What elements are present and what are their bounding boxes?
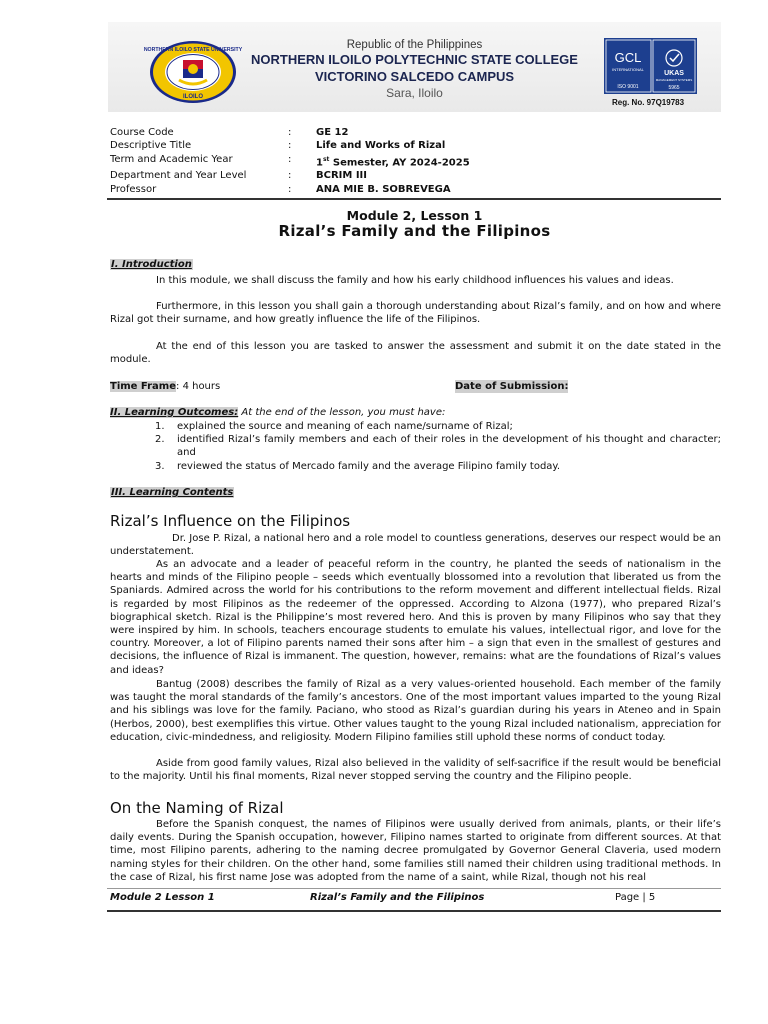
course-key: Descriptive Title xyxy=(110,140,192,152)
course-value: Life and Works of Rizal xyxy=(316,140,446,152)
seal-ring-text: NORTHERN ILOILO STATE UNIVERSITY xyxy=(143,47,243,53)
course-row: Descriptive Title : Life and Works of Rizal xyxy=(110,140,446,152)
certification-badges xyxy=(604,38,697,94)
section-heading-naming: On the Naming of Rizal xyxy=(110,799,284,817)
list-item: 2. identified Rizal’s family members and each of their roles in the development of his thought and character; and xyxy=(155,434,721,459)
intro-paragraph: At the end of this lesson you are tasked to answer the assessment and submit it on the date stated in the module. xyxy=(110,341,721,366)
header-divider xyxy=(107,198,721,200)
outcomes-intro: At the end of the lesson, you must have: xyxy=(238,407,446,418)
ukas-mgmt-text: MANAGEMENT SYSTEMS xyxy=(655,78,693,82)
time-frame-label: Time Frame xyxy=(110,381,177,392)
intro-paragraph: Furthermore, in this lesson you shall gain a thorough understanding about Rizal’s family, and on how and where Rizal got their surname, and how greatly influence the life of the Filipinos. xyxy=(110,301,721,326)
course-value: ANA MIE B. SOBREVEGA xyxy=(316,183,451,195)
college-name: NORTHERN ILOILO POLYTECHNIC STATE COLLEGE xyxy=(251,52,578,67)
iso-text: ISO 9001 xyxy=(617,84,639,90)
course-value: 1st Semester, AY 2024-2025 xyxy=(316,155,470,168)
course-key: Professor xyxy=(110,183,157,195)
ukas-text: UKAS xyxy=(664,70,684,77)
gcl-intl-text: INTERNATIONAL xyxy=(612,67,644,72)
course-row: Professor : ANA MIE B. SOBREVEGA xyxy=(110,183,451,195)
body-paragraph: Bantug (2008) describes the family of Rizal as a very values-oriented household. Each member of the family was taught the moral standards of the family’s ancestors. One of the most important values imparted to the young Rizal and his siblings was love for the family. Paciano, who stood as Rizal’s guardian during his years in Ateneo and in Spain (Herbos, 2000), best exemplifies this virtue. Other values taught to the young Rizal included nationalism, appreciation for education, civic-mindedness, and religiosity. Modern Filipino families still uphold these norms of conduct today. xyxy=(110,679,721,743)
campus-name: VICTORINO SALCEDO CAMPUS xyxy=(314,69,515,84)
course-key: Term and Academic Year xyxy=(110,153,233,165)
outcomes-heading: II. Learning Outcomes: xyxy=(110,407,239,418)
body-paragraph: Dr. Jose P. Rizal, a national hero and a role model to countless generations, deserves our respect would be an understatement. xyxy=(110,533,721,558)
campus-location: Sara, Iloilo xyxy=(386,86,443,100)
submission-label: Date of Submission: xyxy=(455,381,569,392)
time-frame-value: : 4 hours xyxy=(176,381,221,392)
footer-module: Module 2 Lesson 1 xyxy=(110,892,215,903)
footer-divider xyxy=(107,888,721,889)
course-key: Department and Year Level xyxy=(110,170,247,182)
intro-paragraph: In this module, we shall discuss the family and how his early childhood influences his values and ideas. xyxy=(156,275,674,286)
course-info xyxy=(110,126,470,196)
course-row: Term and Academic Year : 1st Semester, AY 2024-2025 xyxy=(110,153,470,168)
module-label: Module 2, Lesson 1 xyxy=(346,208,483,223)
body-paragraph: As an advocate and a leader of peaceful reform in the country, he planted the seeds of nationalism in the hearts and minds of the Filipino people – seeds which eventually blossomed into a revolution that liberated us from the Spaniards. Admired across the world for his contributions to the reform movement and different intellectual fields. Rizal is regarded by most Filipinos as the redeemer of the oppressed. According to Alzona (1977), who prepared Rizal’s biographical sketch. Rizal is the Philippine’s most revered hero. And this is proven by many Filipinos who say that they were inspired by him. In schools, teachers encourage students to emulate his values, intellectual rigor, and love for the country. Moreover, a lot of Filipino parents named their sons after him – a sign that even in the smallest of gestures and decisions, the influence of Rizal is immanent. The question, however, remains: what are the foundations of Rizal’s values and ideas? xyxy=(110,559,721,676)
outcomes-line xyxy=(110,406,721,419)
section-heading-influence: Rizal’s Influence on the Filipinos xyxy=(110,512,351,530)
seal-ring-bottom-text: ILOILO xyxy=(183,94,203,100)
ukas-number-text: 5965 xyxy=(668,85,680,91)
intro-heading: I. Introduction xyxy=(111,259,192,270)
time-frame-line xyxy=(110,380,721,393)
course-value: BCRIM III xyxy=(316,170,367,182)
outcomes-list xyxy=(155,420,721,473)
registration-number: Reg. No. 97Q19783 xyxy=(612,98,685,107)
body-paragraph: Before the Spanish conquest, the names of Filipinos were usually derived from animals, plants, or their life’s daily events. During the Spanish occupation, however, Filipino names started to originate from different sources. At that time, most Filipino parents, adhering to the naming decree promulgated by Governor General Claveria, used modern naming styles for their children. On the other hand, some families still named their children using traditional methods. In the case of Rizal, his first name Jose was adopted from the name of a saint, while Rizal, though not his real xyxy=(110,819,721,883)
course-value: GE 12 xyxy=(316,127,349,138)
course-row: Course Code : GE 12 xyxy=(110,127,349,138)
footer-title: Rizal’s Family and the Filipinos xyxy=(310,892,485,903)
course-key: Course Code xyxy=(110,127,174,138)
course-row: Department and Year Level : BCRIM III xyxy=(110,170,367,182)
list-item: 3. reviewed the status of Mercado family and the average Filipino family today. xyxy=(155,460,561,472)
page-number: Page | 5 xyxy=(615,892,656,903)
list-item: 1. explained the source and meaning of each name/surname of Rizal; xyxy=(155,421,513,432)
footer-bottom-rule xyxy=(107,910,721,912)
contents-heading: III. Learning Contents xyxy=(111,487,234,498)
gcl-text: GCL xyxy=(614,50,642,65)
lesson-title: Rizal’s Family and the Filipinos xyxy=(278,222,551,240)
republic-line: Republic of the Philippines xyxy=(346,39,483,51)
body-paragraph: Aside from good family values, Rizal also believed in the validity of self-sacrifice if the result would be beneficial to the majority. Until his final moments, Rizal never stopped serving the country and the Filipino people. xyxy=(110,758,721,783)
